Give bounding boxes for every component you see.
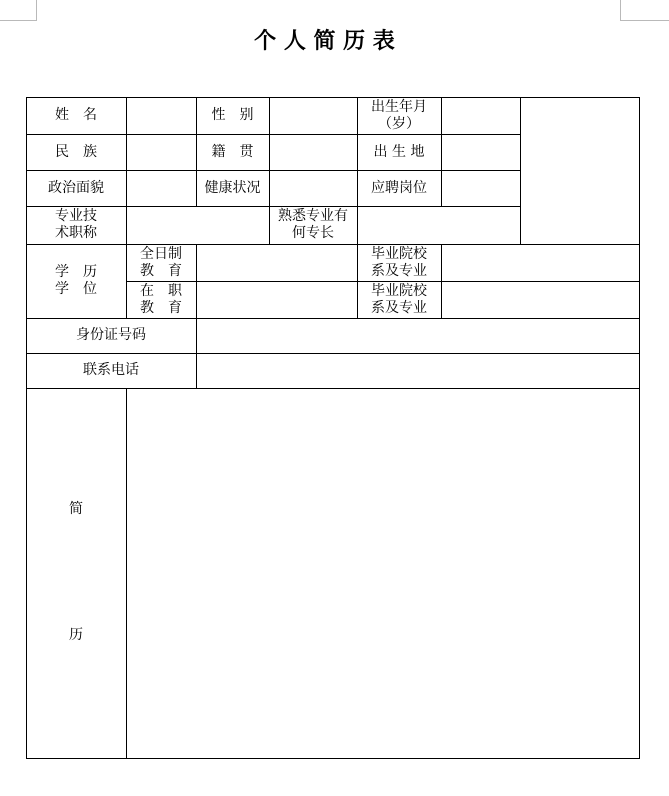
label-gender: 性 别 xyxy=(211,107,254,123)
label-name: 姓 名 xyxy=(55,107,97,123)
label-position-applied: 应聘岗位 xyxy=(371,179,427,196)
ethnicity-input[interactable] xyxy=(126,134,196,170)
name-input[interactable] xyxy=(126,97,196,134)
technical-title-input[interactable] xyxy=(126,206,269,244)
label-education-degree: 学 历 学 位 xyxy=(55,264,97,297)
label-resume-char-2: 历 xyxy=(69,626,83,643)
photo-area[interactable] xyxy=(520,97,639,244)
phone-input[interactable] xyxy=(196,353,639,388)
label-fulltime-school-major: 毕业院校 系及专业 xyxy=(371,245,427,279)
label-native-place: 籍 贯 xyxy=(211,143,254,160)
label-ethnicity: 民 族 xyxy=(55,143,97,160)
document-title: 个 人 简 历 表 xyxy=(254,28,395,54)
gender-input[interactable] xyxy=(269,97,357,134)
label-birth-date: 出生年月 （岁） xyxy=(371,98,427,132)
label-technical-title: 专业技 术职称 xyxy=(55,208,97,241)
label-health: 健康状况 xyxy=(204,179,261,196)
fulltime-education-input[interactable] xyxy=(196,244,357,281)
inservice-education-input[interactable] xyxy=(196,281,357,318)
label-phone: 联系电话 xyxy=(83,362,139,378)
fulltime-school-major-input[interactable] xyxy=(441,244,639,281)
resume-textarea[interactable] xyxy=(126,388,639,758)
birthplace-input[interactable] xyxy=(441,134,520,170)
label-political-status: 政治面貌 xyxy=(48,179,104,196)
specialty-input[interactable] xyxy=(357,206,520,244)
id-number-input[interactable] xyxy=(196,318,639,353)
birth-date-input[interactable] xyxy=(441,97,520,134)
inservice-school-major-input[interactable] xyxy=(441,281,639,318)
political-status-input[interactable] xyxy=(126,170,196,206)
label-resume-char-1: 简 xyxy=(69,500,83,517)
label-birthplace: 出 生 地 xyxy=(373,143,425,160)
label-inservice-education: 在 职 教 育 xyxy=(140,282,182,316)
label-specialty: 熟悉专业有 何专长 xyxy=(278,208,348,241)
resume-form-table xyxy=(26,97,640,759)
native-place-input[interactable] xyxy=(269,134,357,170)
label-inservice-school-major: 毕业院校 系及专业 xyxy=(371,282,427,316)
page-corner-top-left xyxy=(0,0,37,21)
label-fulltime-education: 全日制 教 育 xyxy=(140,245,182,279)
position-applied-input[interactable] xyxy=(441,170,520,206)
page-corner-top-right xyxy=(620,0,669,21)
label-id-number: 身份证号码 xyxy=(76,327,146,343)
health-input[interactable] xyxy=(269,170,357,206)
